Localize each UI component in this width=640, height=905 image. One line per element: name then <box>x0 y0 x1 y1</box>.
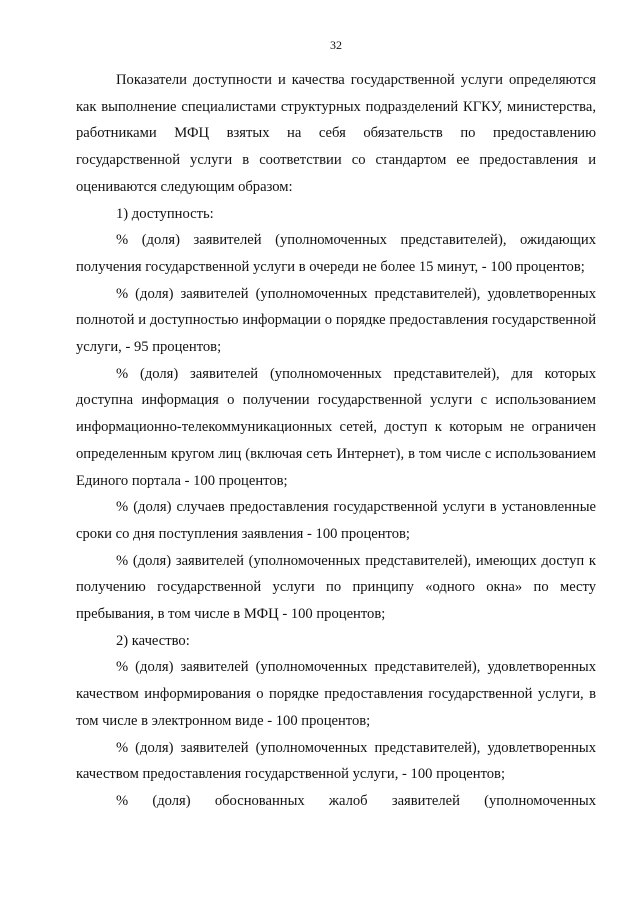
paragraph-service-quality: % (доля) заявителей (уполномоченных представителей), удовлетворенных качеством предоставления государственной услуги, - 100 процентов; <box>76 739 596 783</box>
paragraph-queue-wait: % (доля) заявителей (уполномоченных представителей), ожидающих получения государственной услуги в очереди не более 15 минут, - 100 процентов; <box>76 232 596 275</box>
paragraph-info-quality: % (доля) заявителей (уполномоченных представителей), удовлетворенных качеством информирования о порядке предоставления государственной услуги, в том числе в электронном виде - 100 процентов; <box>76 659 596 729</box>
paragraph-info-completeness: % (доля) заявителей (уполномоченных представителей), удовлетворенных полнотой и доступностью информации о порядке предоставления государственной услуги, - 95 процентов; <box>76 285 596 356</box>
page-number: 32 <box>330 38 342 52</box>
paragraph-one-window: % (доля) заявителей (уполномоченных представителей), имеющих доступ к получению государственной услуги по принципу «одного окна» по месту пребывания, в том числе в МФЦ - 100 процентов; <box>76 552 596 623</box>
paragraph-section-accessibility: 1) доступность: <box>116 205 214 222</box>
paragraph-complaints: % (доля) обоснованных жалоб заявителей (уполномоченных <box>116 792 596 809</box>
paragraph-section-quality: 2) качество: <box>116 632 190 649</box>
paragraph-intro: Показатели доступности и качества государственной услуги определяются как выполнение специалистами структурных подразделений КГКУ, министерства, работниками МФЦ взятых на себя обязательств по предоставлению государственной услуги в соответствии со стандартом ее предоставления и оцениваются следующим образом: <box>76 72 596 195</box>
paragraph-deadlines: % (доля) случаев предоставления государственной услуги в установленные сроки со дня поступления заявления - 100 процентов; <box>76 499 596 542</box>
paragraph-online-access: % (доля) заявителей (уполномоченных представителей), для которых доступна информация о получении государственной услуги с использованием информационно-телекоммуникационных сетей, доступ к которым не ограничен определенным кругом лиц (включая сеть Интернет), в том числе с использованием Единого портала - 100 процентов; <box>76 365 596 489</box>
